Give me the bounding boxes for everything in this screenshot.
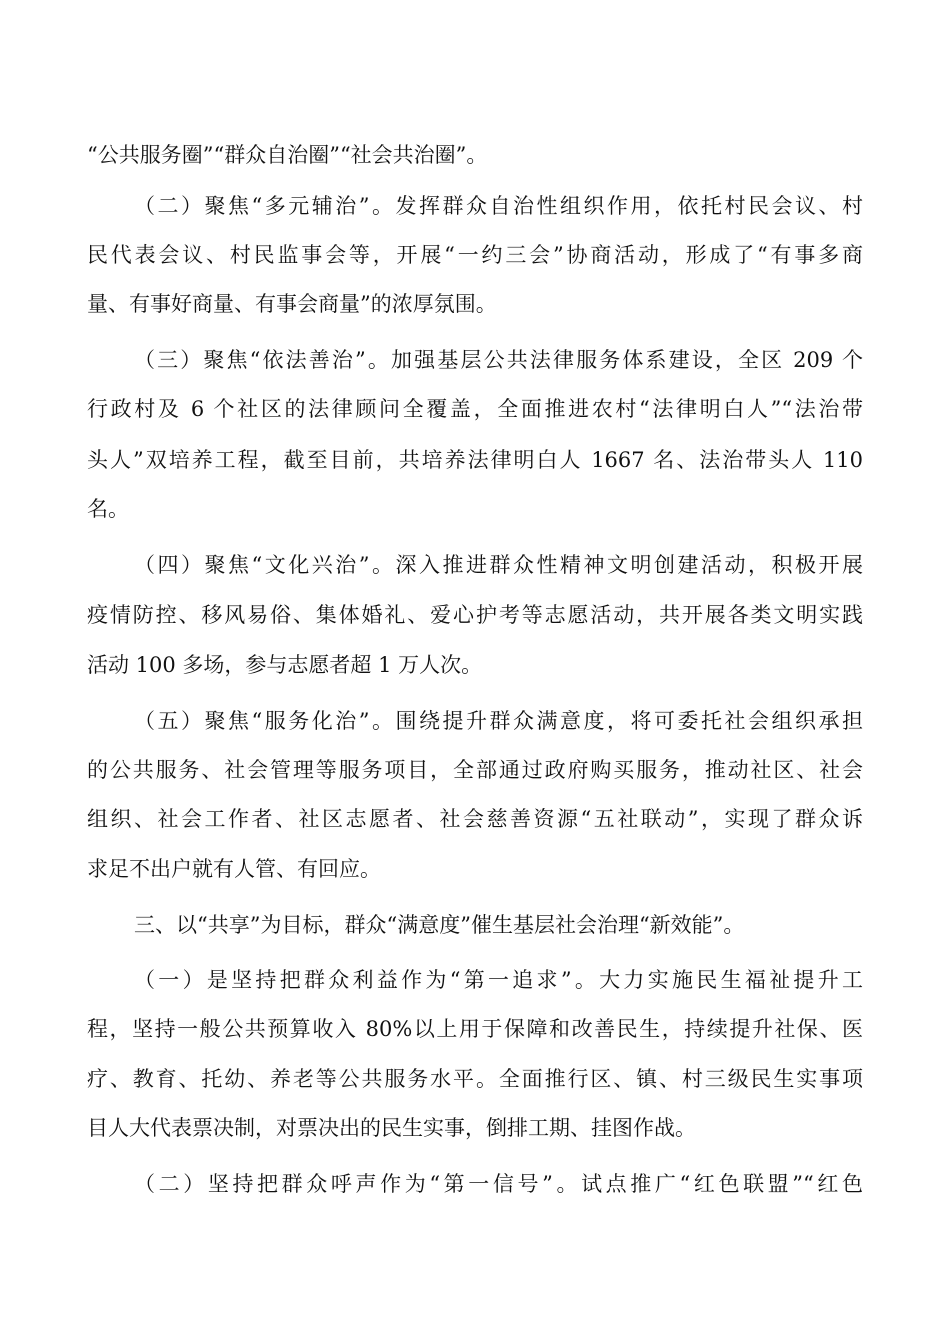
text-line: 行政村及 6 个社区的法律顾问全覆盖，全面推进农村“法律明白人”“法治带 xyxy=(87,397,863,421)
text-line: 名。 xyxy=(87,497,129,521)
text-line: （二）聚焦“多元辅治”。发挥群众自治性组织作用，依托村民会议、村 xyxy=(134,194,863,218)
text-line: 组织、社会工作者、社区志愿者、社会慈善资源“五社联动”，实现了群众诉 xyxy=(87,807,863,831)
text-line: （二）坚持把群众呼声作为“第一信号”。试点推广“红色联盟”“红色 xyxy=(134,1172,863,1196)
text-line: 疗、教育、托幼、养老等公共服务水平。全面推行区、镇、村三级民生实事项 xyxy=(87,1067,863,1091)
text-line: 目人大代表票决制，对票决出的民生实事，倒排工期、挂图作战。 xyxy=(87,1116,696,1140)
section-heading: 三、以“共享”为目标，群众“满意度”催生基层社会治理“新效能”。 xyxy=(134,913,745,937)
text-line: （一）是坚持把群众利益作为“第一追求”。大力实施民生福祉提升工 xyxy=(134,968,863,992)
text-line: 程，坚持一般公共预算收入 80%以上用于保障和改善民生，持续提升社保、医 xyxy=(87,1017,863,1041)
text-line: 量、有事好商量、有事会商量”的浓厚氛围。 xyxy=(87,292,497,316)
text-line: “公共服务圈”“群众自治圈”“社会共治圈”。 xyxy=(87,143,488,167)
text-line: 的公共服务、社会管理等服务项目，全部通过政府购买服务，推动社区、社会 xyxy=(87,758,863,782)
text-line: （五）聚焦“服务化治”。围绕提升群众满意度，将可委托社会组织承担 xyxy=(134,709,863,733)
text-line: （四）聚焦“文化兴治”。深入推进群众性精神文明创建活动，积极开展 xyxy=(134,553,863,577)
text-line: （三）聚焦“依法善治”。加强基层公共法律服务体系建设，全区 209 个 xyxy=(134,348,863,372)
text-line: 求足不出户就有人管、有回应。 xyxy=(87,857,381,881)
text-line: 活动 100 多场，参与志愿者超 1 万人次。 xyxy=(87,653,483,677)
text-line: 头人”双培养工程，截至目前，共培养法律明白人 1667 名、法治带头人 110 xyxy=(87,448,863,472)
text-line: 民代表会议、村民监事会等，开展“一约三会”协商活动，形成了“有事多商 xyxy=(87,243,863,267)
text-line: 疫情防控、移风易俗、集体婚礼、爱心护考等志愿活动，共开展各类文明实践 xyxy=(87,603,863,627)
